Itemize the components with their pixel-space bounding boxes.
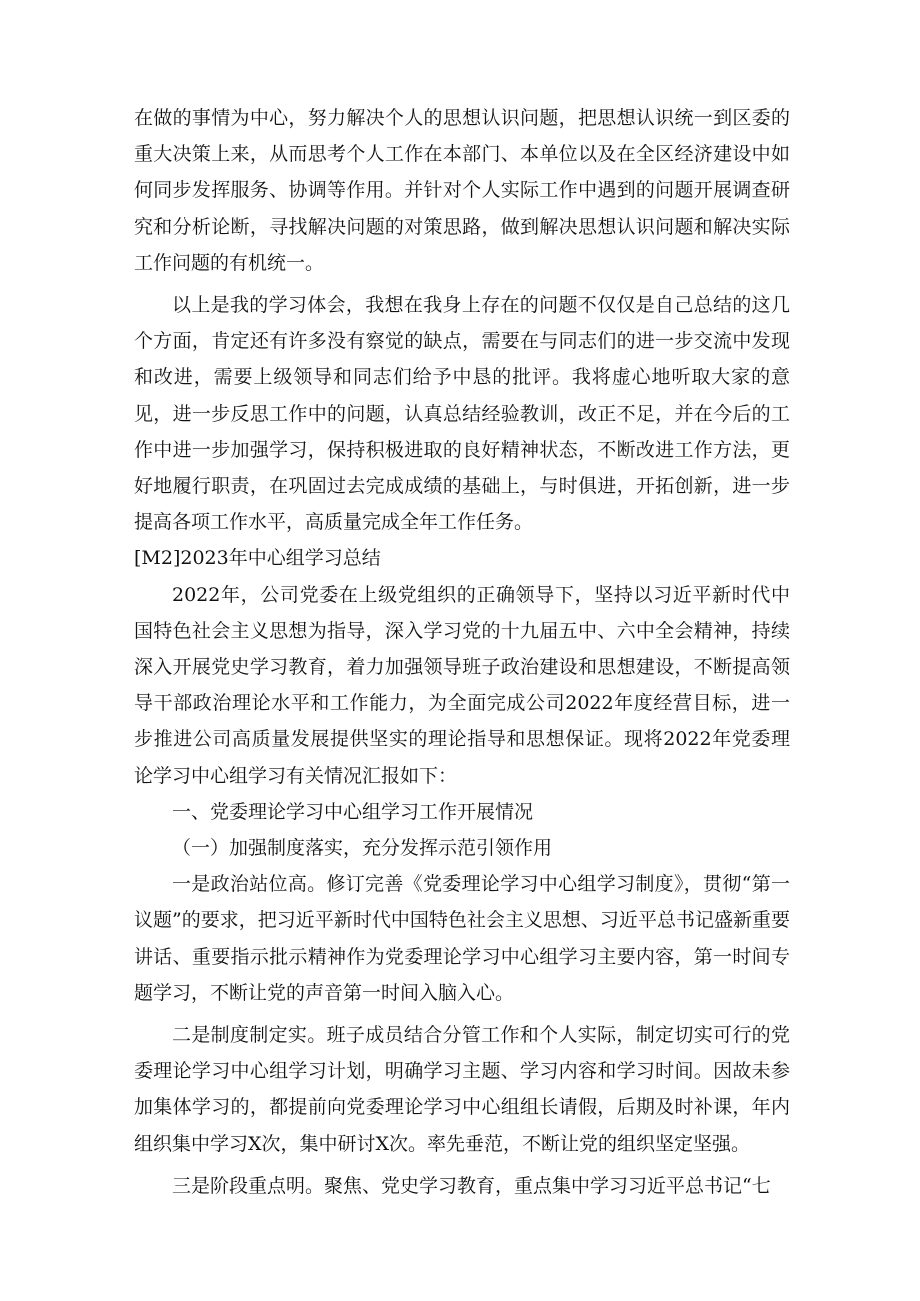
paragraph-learning-reflection: 以上是我的学习体会，我想在我身上存在的问题不仅仅是自己总结的这几个方面，肯定还有许多没有察觉的缺点，需要在与同志们的进一步交流中发现和改进，需要上级领导和同志们给予中恳的批评。我将虚心地听取大家的意见，进一步反思工作中的问题，认真总结经验教训，改正不足，并在今后的工作中进一步加强学习，保持积极进取的良好精神状态，不断改进工作方法，更好地履行职责，在巩固过去完成成绩的基础上，与时俱进，开拓创新，进一步提高各项工作水平，高质量完成全年工作任务。 xyxy=(134,294,790,534)
paragraph-2022-overview: 2022年，公司党委在上级党组织的正确领导下，坚持以习近平新时代中国特色社会主义思想为指导，深入学习党的十九届五中、六中全会精神，持续深入开展党史学习教育，着力加强领导班子政治建设和思想建设，不断提高领导干部政治理论水平和工作能力，为全面完成公司2022年度经营目标，进一步推进公司高质量发展提供坚实的理论指导和思想保证。现将2022年党委理论学习中心组学习有关情况汇报如下： xyxy=(134,583,790,787)
heading-part-one: 一、党委理论学习中心组学习工作开展情况 xyxy=(172,800,534,823)
document-page xyxy=(134,100,790,1204)
paragraph-continued-work-focus: 在做的事情为中心，努力解决个人的思想认识问题，把思想认识统一到区委的重大决策上来，从而思考个人工作在本部门、本单位以及在全区经济建设中如何同步发挥服务、协调等作用。并针对个人实际工作中遇到的问题开展调查研究和分析论断，寻找解决问题的对策思路，做到解决思想认识问题和解决实际工作问题的有机统一。 xyxy=(134,107,790,274)
paragraph-system-formulation: 二是制度制定实。班子成员结合分管工作和个人实际，制定切实可行的党委理论学习中心组学习计划，明确学习主题、学习内容和学习时间。因故未参加集体学习的，都提前向党委理论学习中心组组长请假，后期及时补课，年内组织集中学习X次，集中研讨X次。率先垂范，不断让党的组织坚定坚强。 xyxy=(134,1024,790,1155)
section-heading-2023-summary: [M2]2023年中心组学习总结 xyxy=(134,547,381,570)
paragraph-stage-focus: 三是阶段重点明。聚焦、党史学习教育，重点集中学习习近平总书记“七 xyxy=(172,1174,771,1197)
heading-subsection-one: （一）加强制度落实，充分发挥示范引领作用 xyxy=(172,837,553,860)
paragraph-political-stance: 一是政治站位高。修订完善《党委理论学习中心组学习制度》，贯彻“第一议题”的要求，把习近平新时代中国特色社会主义思想、习近平总书记盛新重要讲话、重要指示批示精神作为党委理论学习中心组学习主要内容，第一时间专题学习，不断让党的声音第一时间入脑入心。 xyxy=(134,873,790,1004)
